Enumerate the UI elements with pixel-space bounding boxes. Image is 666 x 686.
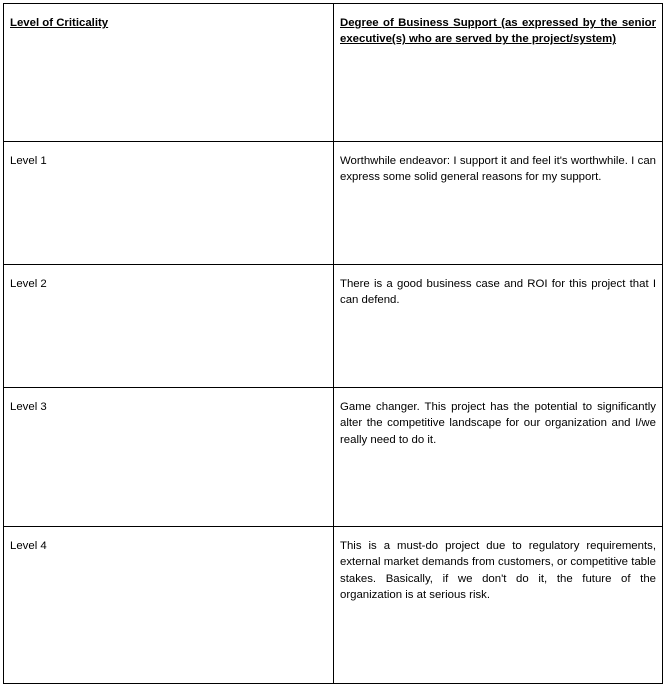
level-cell: Level 1 [4,142,334,265]
support-cell: There is a good business case and ROI for this project that I can defend. [334,265,663,388]
table-row [4,388,663,527]
header-row [4,4,663,142]
support-cell: This is a must-do project due to regulatory requirements, external market demands from customers, or competitive table stakes. Basically, if we don't do it, the future of the organization is at serious risk. [334,527,663,684]
header-level-of-criticality: Level of Criticality [4,4,334,142]
criticality-table [3,3,663,684]
table-row [4,142,663,265]
level-cell: Level 2 [4,265,334,388]
level-cell: Level 3 [4,388,334,527]
support-cell: Game changer. This project has the potential to significantly alter the competitive landscape for our organization and I/we really need to do it. [334,388,663,527]
table-row [4,527,663,684]
level-cell: Level 4 [4,527,334,684]
table-row [4,265,663,388]
header-degree-of-business-support: Degree of Business Support (as expressed by the senior executive(s) who are served by the project/system) [334,4,663,142]
support-cell: Worthwhile endeavor: I support it and feel it's worthwhile. I can express some solid general reasons for my support. [334,142,663,265]
